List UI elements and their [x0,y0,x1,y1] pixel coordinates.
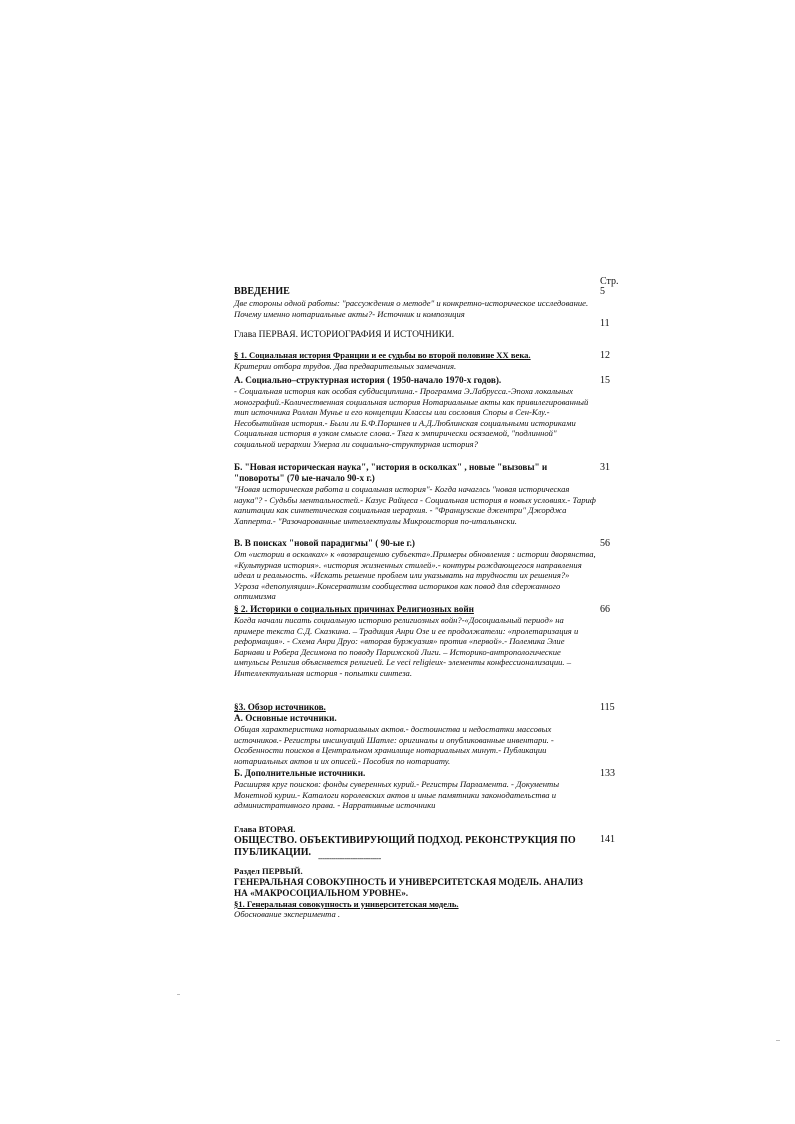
s2-title: § 2. Историки о социальных причинах Религиозных войн [234,604,474,614]
b-text: "Новая историческая работа и социальная история"- Когда начаглсь "новая историческая наука"? - Судьбы ментальностей.- Казус Райцеса - Социальная история в новых условиях.- Тариф капитации как синтетическая социальная иерархия. - "Французские джентри" Джорджа Хапперта.- "Разочарованные интеллектуалы Микроистория по-итальянски. [234,484,596,526]
ch2-page: 141 [600,834,615,845]
s3-b-page: 133 [600,768,615,779]
s2-block [234,604,596,678]
v-page: 56 [600,538,610,549]
b-block [234,462,596,526]
s2-page: 66 [600,604,610,615]
page-column-header: Стр. [600,276,619,287]
intro-title: ВВЕДЕНИЕ [234,286,290,297]
intro-text: Две стороны одной работы: "рассуждения о методе" и конкретно-историческое исследование. Почему именно нотариальные акты?- Источник и композиция [234,298,589,319]
intro-page: 5 [600,286,605,297]
b-title: Б. "Новая историческая наука", "история в осколках" , новые "вызовы" и "повороты" (70 ые-начало 90-х г.) [234,462,548,483]
s3-page: 115 [600,702,615,713]
s3-a-title: А. Основные источники. [234,713,337,723]
ch1-title: Глава ПЕРВАЯ. ИСТОРИОГРАФИЯ И ИСТОЧНИКИ. [234,330,455,340]
s2-text: Когда начали писать социальную историю религиозных войн?-«Досоциальный период» на примере текста С.Д. Сказкина. – Традиция Анри Озе и ее продолжатели: «пролетаризация и реформация». - Схема Анри Друо: «вторая буржуазия» против «первой».- Полемика Элие Барнави и Робера Десимона по поводу Парижской Лиги. – Историко-антропологические импульсы Религия объясняется религией. Le veci religieux- элементы конфессионализации. – Интеллектуальная история - попытки синтеза. [234,615,579,678]
s3-b-text: Расширяя круг поисков: фонды суверенных курий.- Регистры Парламента. - Документы Монетной курии.- Каталоги королевских актов и иные памятники законодательства и административного права. - Нарративные источники [234,779,560,810]
ch2-block [234,824,596,859]
b-page: 31 [600,462,610,473]
sec1-block [234,866,596,920]
intro-block [234,286,596,319]
s3-a-text: Общая характеристика нотариальных актов.- достоинства и недостатки массовых источников.- Регистры инсинуаций Шатле: оригиналы и опубликованные инвентари. - Особенности поисков в Центральном хранилище нотариальных минут.- Публикации нотариальных актов и их описей.- Пособия по нотариату. [234,724,554,766]
s3-title: §3. Обзор источников. [234,702,326,712]
scan-speck [776,1040,780,1041]
s1-sub: Критерии отбора трудов. Два предварительных замечания. [234,360,457,371]
v-title: В. В поисках "новой парадигмы" ( 90-ые г.) [234,538,415,548]
sec1-text: Обоснование эксперимента . [234,909,341,919]
v-text: От «истории в осколках» к «возвращению субъекта».Примеры обновления : истории дворянства, «Культурная история». «история жизненных стилей».- контуры рождающегося направления идеал и реальность. «Искать решение проблем или указывать на трудности их решения?» Угроза «депопуляции».Консерватизм сообщества историков как повод для сдержанного оптимизма [234,549,596,601]
section-divider: ----------------------------- [318,854,381,863]
s1-title: § 1. Социальная история Франции и ее судьбы во второй половине XX века. [234,350,531,360]
v-block [234,538,596,602]
a-page: 15 [600,375,610,386]
a-title: А. Социально–структурная история ( 1950-начало 1970-х годов). [234,375,502,385]
ch2-title: Глава ВТОРАЯ. [234,824,296,834]
sec1-title: Раздел ПЕРВЫЙ. [234,866,303,876]
ch1-page: 11 [600,318,610,329]
sec1-subtitle: ГЕНЕРАЛЬНАЯ СОВОКУПНОСТЬ И УНИВЕРСИТЕТСКАЯ МОДЕЛЬ. АНАЛИЗ НА «МАКРОСОЦИАЛЬНОМ УРОВНЕ». [234,876,583,898]
a-text: - Социальная история как особая субдисциплина.- Программа Э.Лабрусса.-Эпоха локальных монографий.-Количественная социальная история Нотариальные акты как привилегированный тип источника Роллан Мунье и его концепции Классы или сословия Споры в Сен-Клу.- Несобытийная история.- Были ли Б.Ф.Поршнев и А.Д.Люблинская социальными историками Социальная история в узком смысле слова.- Тяга к эмпирически осязаемой, "подлинной" социальной иерархии Умерла ли социально-структурная история? [234,386,589,449]
s3b-block [234,768,596,811]
a-block [234,375,596,449]
ch1-block [234,330,596,341]
s1-page: 12 [600,350,610,361]
scan-speck [177,994,180,995]
sec1-para: §1. Генеральная совокупность и университетская модель. [234,898,459,909]
s1-block [234,350,596,371]
s3-block [234,702,596,766]
s3-b-title: Б. Дополнительные источники. [234,768,366,778]
ch2-subtitle: ОБЩЕСТВО. ОБЪЕКТИВИРУЮЩИЙ ПОДХОД. РЕКОНСТРУКЦИЯ ПО ПУБЛИКАЦИИ. [234,834,576,858]
